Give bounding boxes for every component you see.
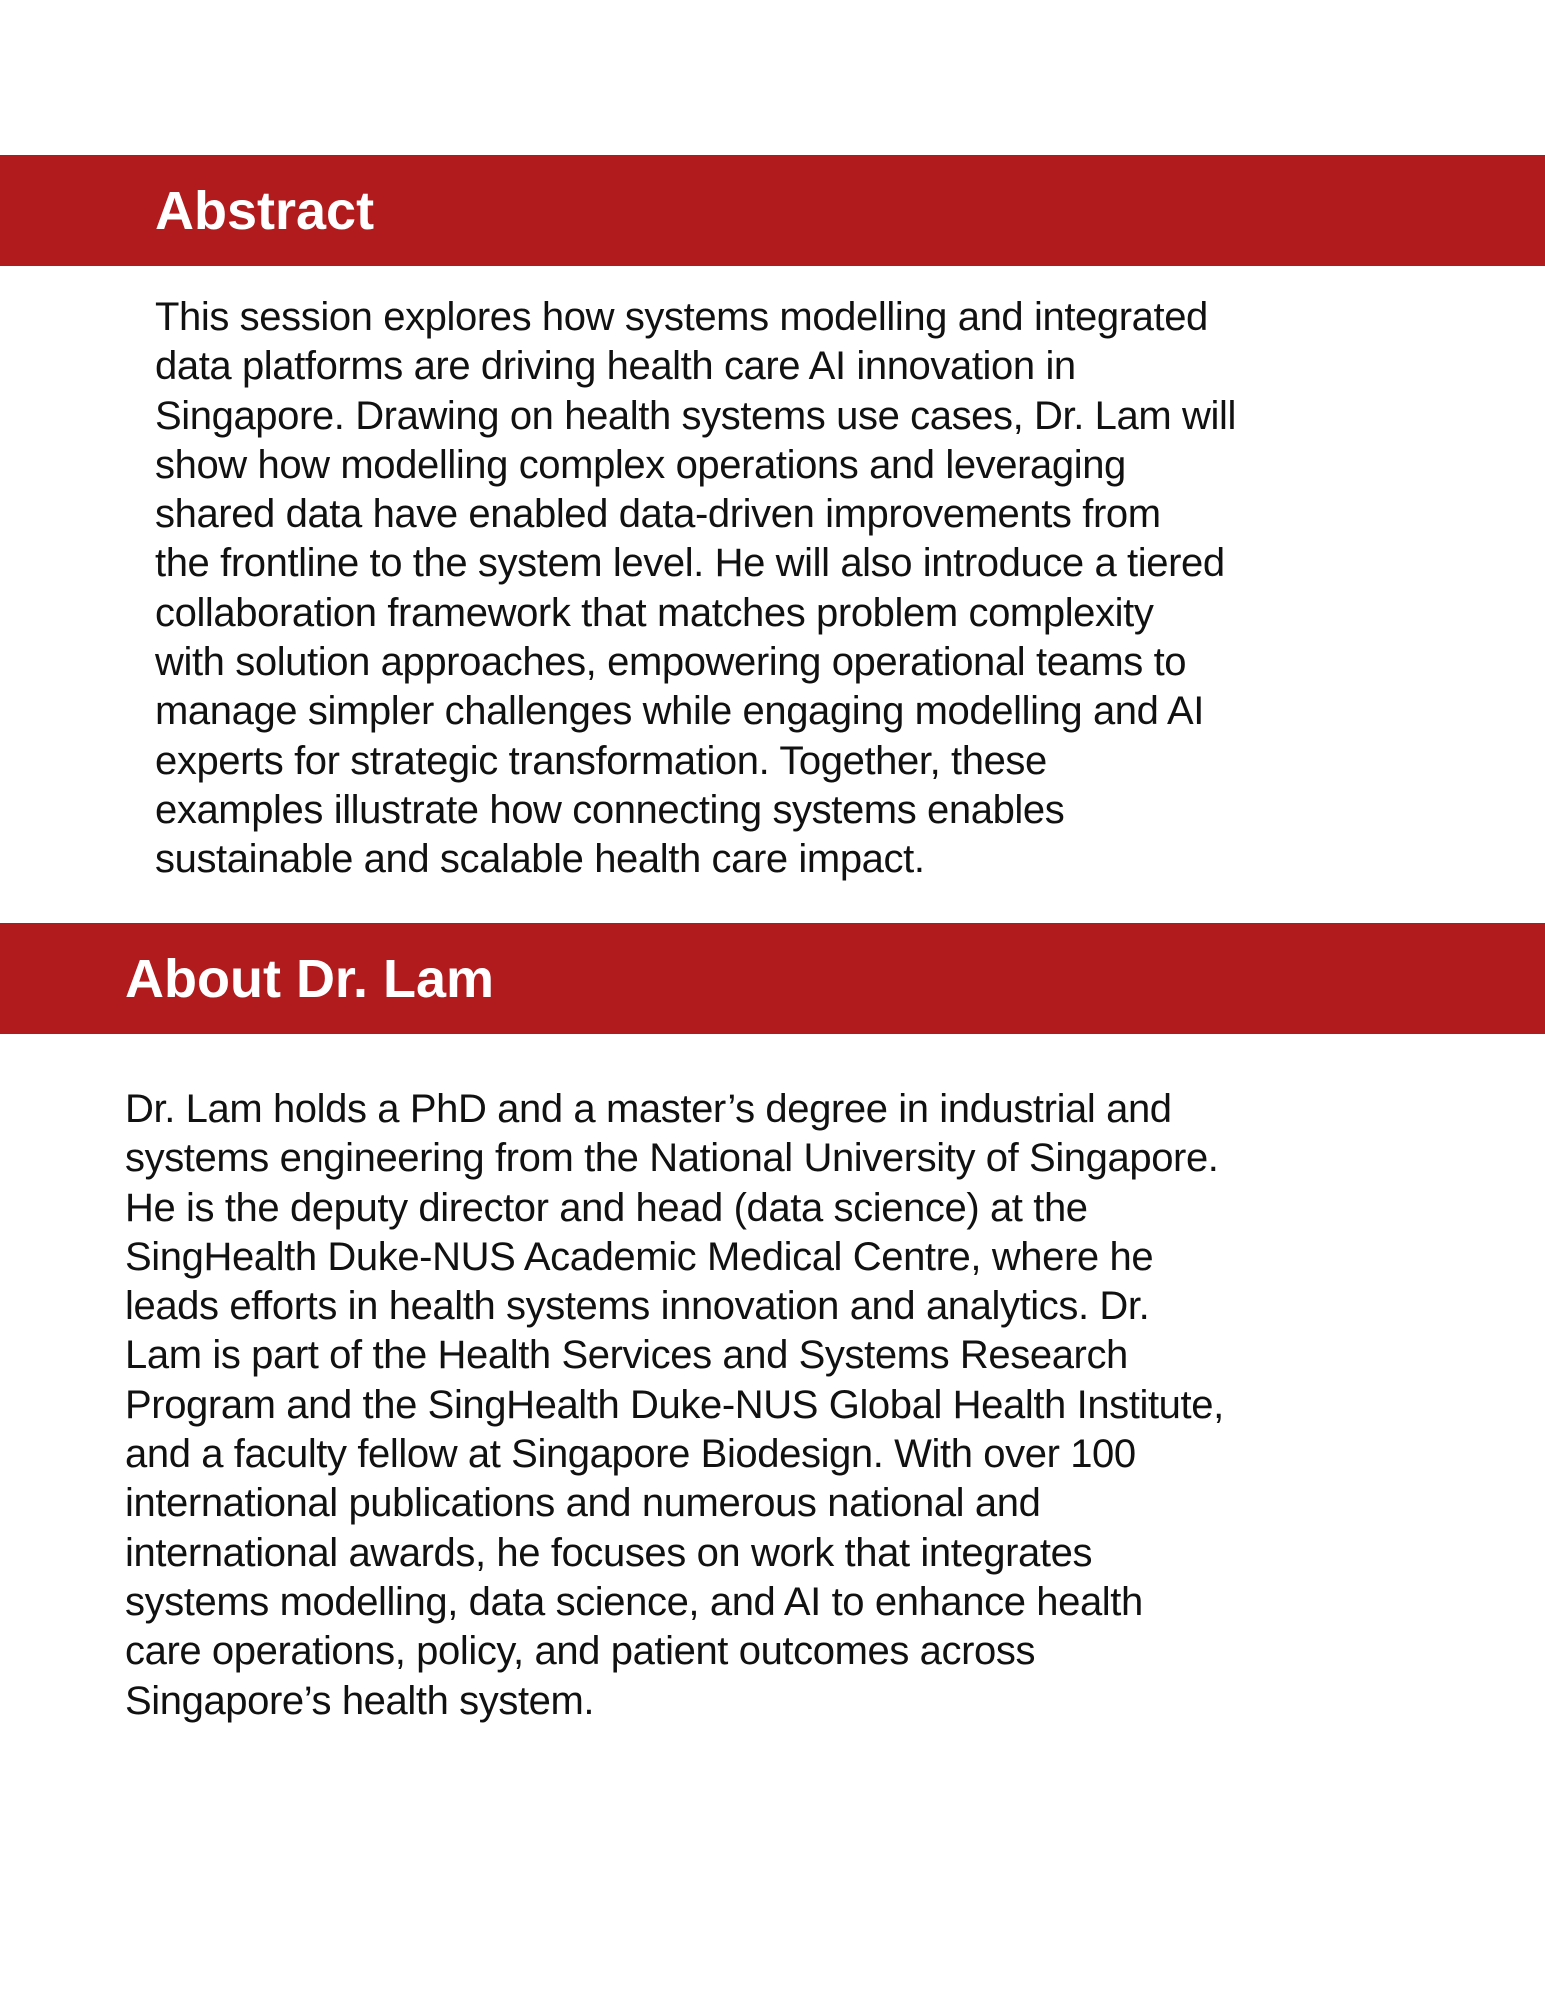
about-line: He is the deputy director and head (data science) at the bbox=[125, 1185, 1088, 1230]
abstract-line: shared data have enabled data-driven improvements from bbox=[155, 492, 1161, 537]
abstract-line: collaboration framework that matches problem complexity bbox=[155, 590, 1154, 635]
about-line: international awards, he focuses on work that integrates bbox=[125, 1530, 1093, 1575]
about-line: SingHealth Duke-NUS Academic Medical Centre, where he bbox=[125, 1234, 1154, 1279]
abstract-line: with solution approaches, empowering operational teams to bbox=[155, 640, 1187, 685]
about-heading: About Dr. Lam bbox=[125, 948, 495, 1009]
about-line: systems modelling, data science, and AI to enhance health bbox=[125, 1579, 1143, 1624]
about-line: leads efforts in health systems innovation and analytics. Dr. bbox=[125, 1284, 1150, 1329]
abstract-line: the frontline to the system level. He will also introduce a tiered bbox=[155, 541, 1225, 586]
about-header-band bbox=[0, 923, 1545, 1034]
about-line: international publications and numerous national and bbox=[125, 1481, 1041, 1526]
abstract-line: data platforms are driving health care AI innovation in bbox=[155, 344, 1076, 389]
abstract-line: examples illustrate how connecting systems enables bbox=[155, 787, 1065, 832]
abstract-header-band bbox=[0, 155, 1545, 266]
about-line: and a faculty fellow at Singapore Biodesign. With over 100 bbox=[125, 1432, 1136, 1477]
about-line: systems engineering from the National University of Singapore. bbox=[125, 1136, 1219, 1181]
about-line: Program and the SingHealth Duke-NUS Global Health Institute, bbox=[125, 1382, 1224, 1427]
abstract-body bbox=[155, 293, 1455, 885]
about-line: Lam is part of the Health Services and Systems Research bbox=[125, 1333, 1128, 1378]
abstract-line: manage simpler challenges while engaging modelling and AI bbox=[155, 689, 1204, 734]
about-line: Singapore’s health system. bbox=[125, 1678, 595, 1723]
abstract-line: This session explores how systems modelling and integrated bbox=[155, 295, 1208, 339]
abstract-line: show how modelling complex operations and leveraging bbox=[155, 442, 1126, 487]
abstract-line: experts for strategic transformation. Together, these bbox=[155, 738, 1047, 783]
abstract-line: Singapore. Drawing on health systems use cases, Dr. Lam will bbox=[155, 393, 1236, 438]
about-line: care operations, policy, and patient outcomes across bbox=[125, 1629, 1036, 1674]
about-line: Dr. Lam holds a PhD and a master’s degree in industrial and bbox=[125, 1087, 1172, 1131]
abstract-line: sustainable and scalable health care impact. bbox=[155, 837, 925, 882]
abstract-heading: Abstract bbox=[155, 180, 375, 241]
about-body bbox=[125, 1085, 1455, 1726]
